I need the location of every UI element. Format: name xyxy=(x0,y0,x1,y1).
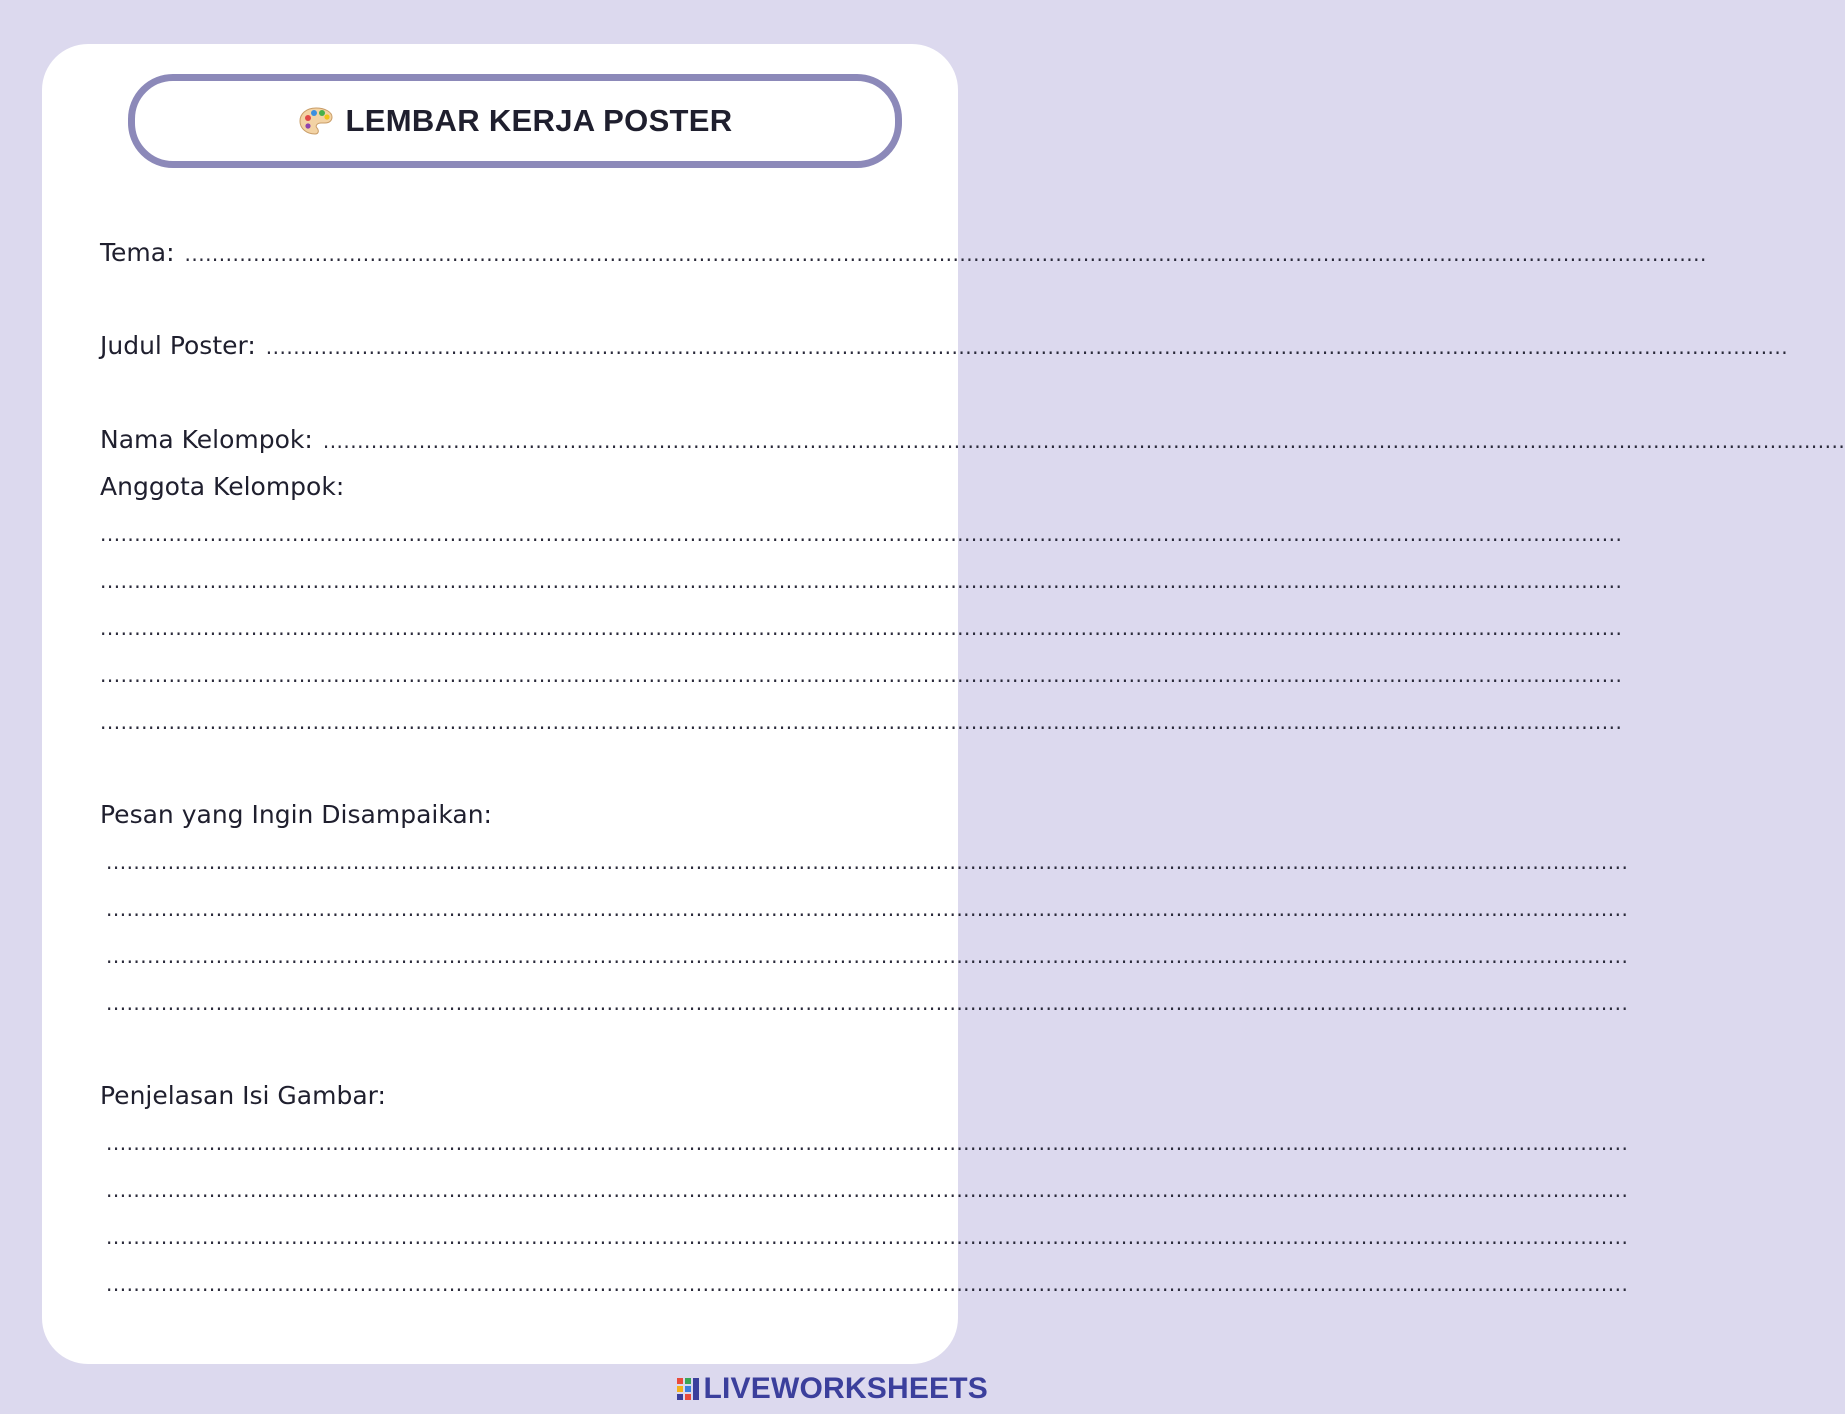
liveworksheets-wordmark: LIVEWORKSHEETS xyxy=(703,1372,988,1405)
penjelasan-row xyxy=(100,1081,396,1111)
penjelasan-answer-line[interactable]: .............................................................................................................................................................................................................................. xyxy=(106,1131,1629,1155)
pesan-answer-line[interactable]: .............................................................................................................................................................................................................................. xyxy=(106,944,1629,968)
art-palette-icon xyxy=(298,106,334,136)
tema-answer-line[interactable]: .............................................................................................................................................................................................................................. xyxy=(184,242,1707,266)
anggota-answer-line[interactable]: .............................................................................................................................................................................................................................. xyxy=(100,569,1623,593)
judul-row xyxy=(100,331,1789,362)
pesan-answer-line[interactable]: .............................................................................................................................................................................................................................. xyxy=(106,897,1629,921)
liveworksheets-logo-icon xyxy=(676,1376,700,1402)
pesan-answer-line[interactable]: .............................................................................................................................................................................................................................. xyxy=(106,850,1629,874)
anggota-answer-line[interactable]: .............................................................................................................................................................................................................................. xyxy=(100,522,1623,546)
judul-label: Judul Poster: xyxy=(100,331,256,360)
judul-answer-line[interactable]: .............................................................................................................................................................................................................................. xyxy=(265,335,1789,359)
anggota-label: Anggota Kelompok: xyxy=(100,472,345,501)
tema-label: Tema: xyxy=(100,238,175,267)
pesan-row xyxy=(100,800,502,830)
penjelasan-answer-line[interactable]: .............................................................................................................................................................................................................................. xyxy=(106,1225,1629,1249)
pesan-label: Pesan yang Ingin Disampaikan: xyxy=(100,800,492,829)
title-banner xyxy=(128,74,902,168)
anggota-answer-line[interactable]: .............................................................................................................................................................................................................................. xyxy=(100,616,1623,640)
pesan-answer-line[interactable]: .............................................................................................................................................................................................................................. xyxy=(106,991,1629,1015)
worksheet-sheet xyxy=(42,44,1845,1364)
anggota-answer-line[interactable]: .............................................................................................................................................................................................................................. xyxy=(100,710,1623,734)
anggota-row xyxy=(100,472,354,502)
liveworksheets-branding[interactable] xyxy=(676,1372,989,1406)
penjelasan-answer-line[interactable]: .............................................................................................................................................................................................................................. xyxy=(106,1272,1629,1296)
anggota-answer-line[interactable]: .............................................................................................................................................................................................................................. xyxy=(100,663,1623,687)
penjelasan-label: Penjelasan Isi Gambar: xyxy=(100,1081,386,1110)
nama-kelompok-row xyxy=(100,425,1845,456)
tema-row xyxy=(100,238,1707,269)
nama-kelompok-answer-line[interactable]: .............................................................................................................................................................................................................................. xyxy=(322,429,1845,453)
worksheet-title: LEMBAR KERJA POSTER xyxy=(345,103,733,138)
nama-kelompok-label: Nama Kelompok: xyxy=(100,425,313,454)
penjelasan-answer-line[interactable]: .............................................................................................................................................................................................................................. xyxy=(106,1178,1629,1202)
